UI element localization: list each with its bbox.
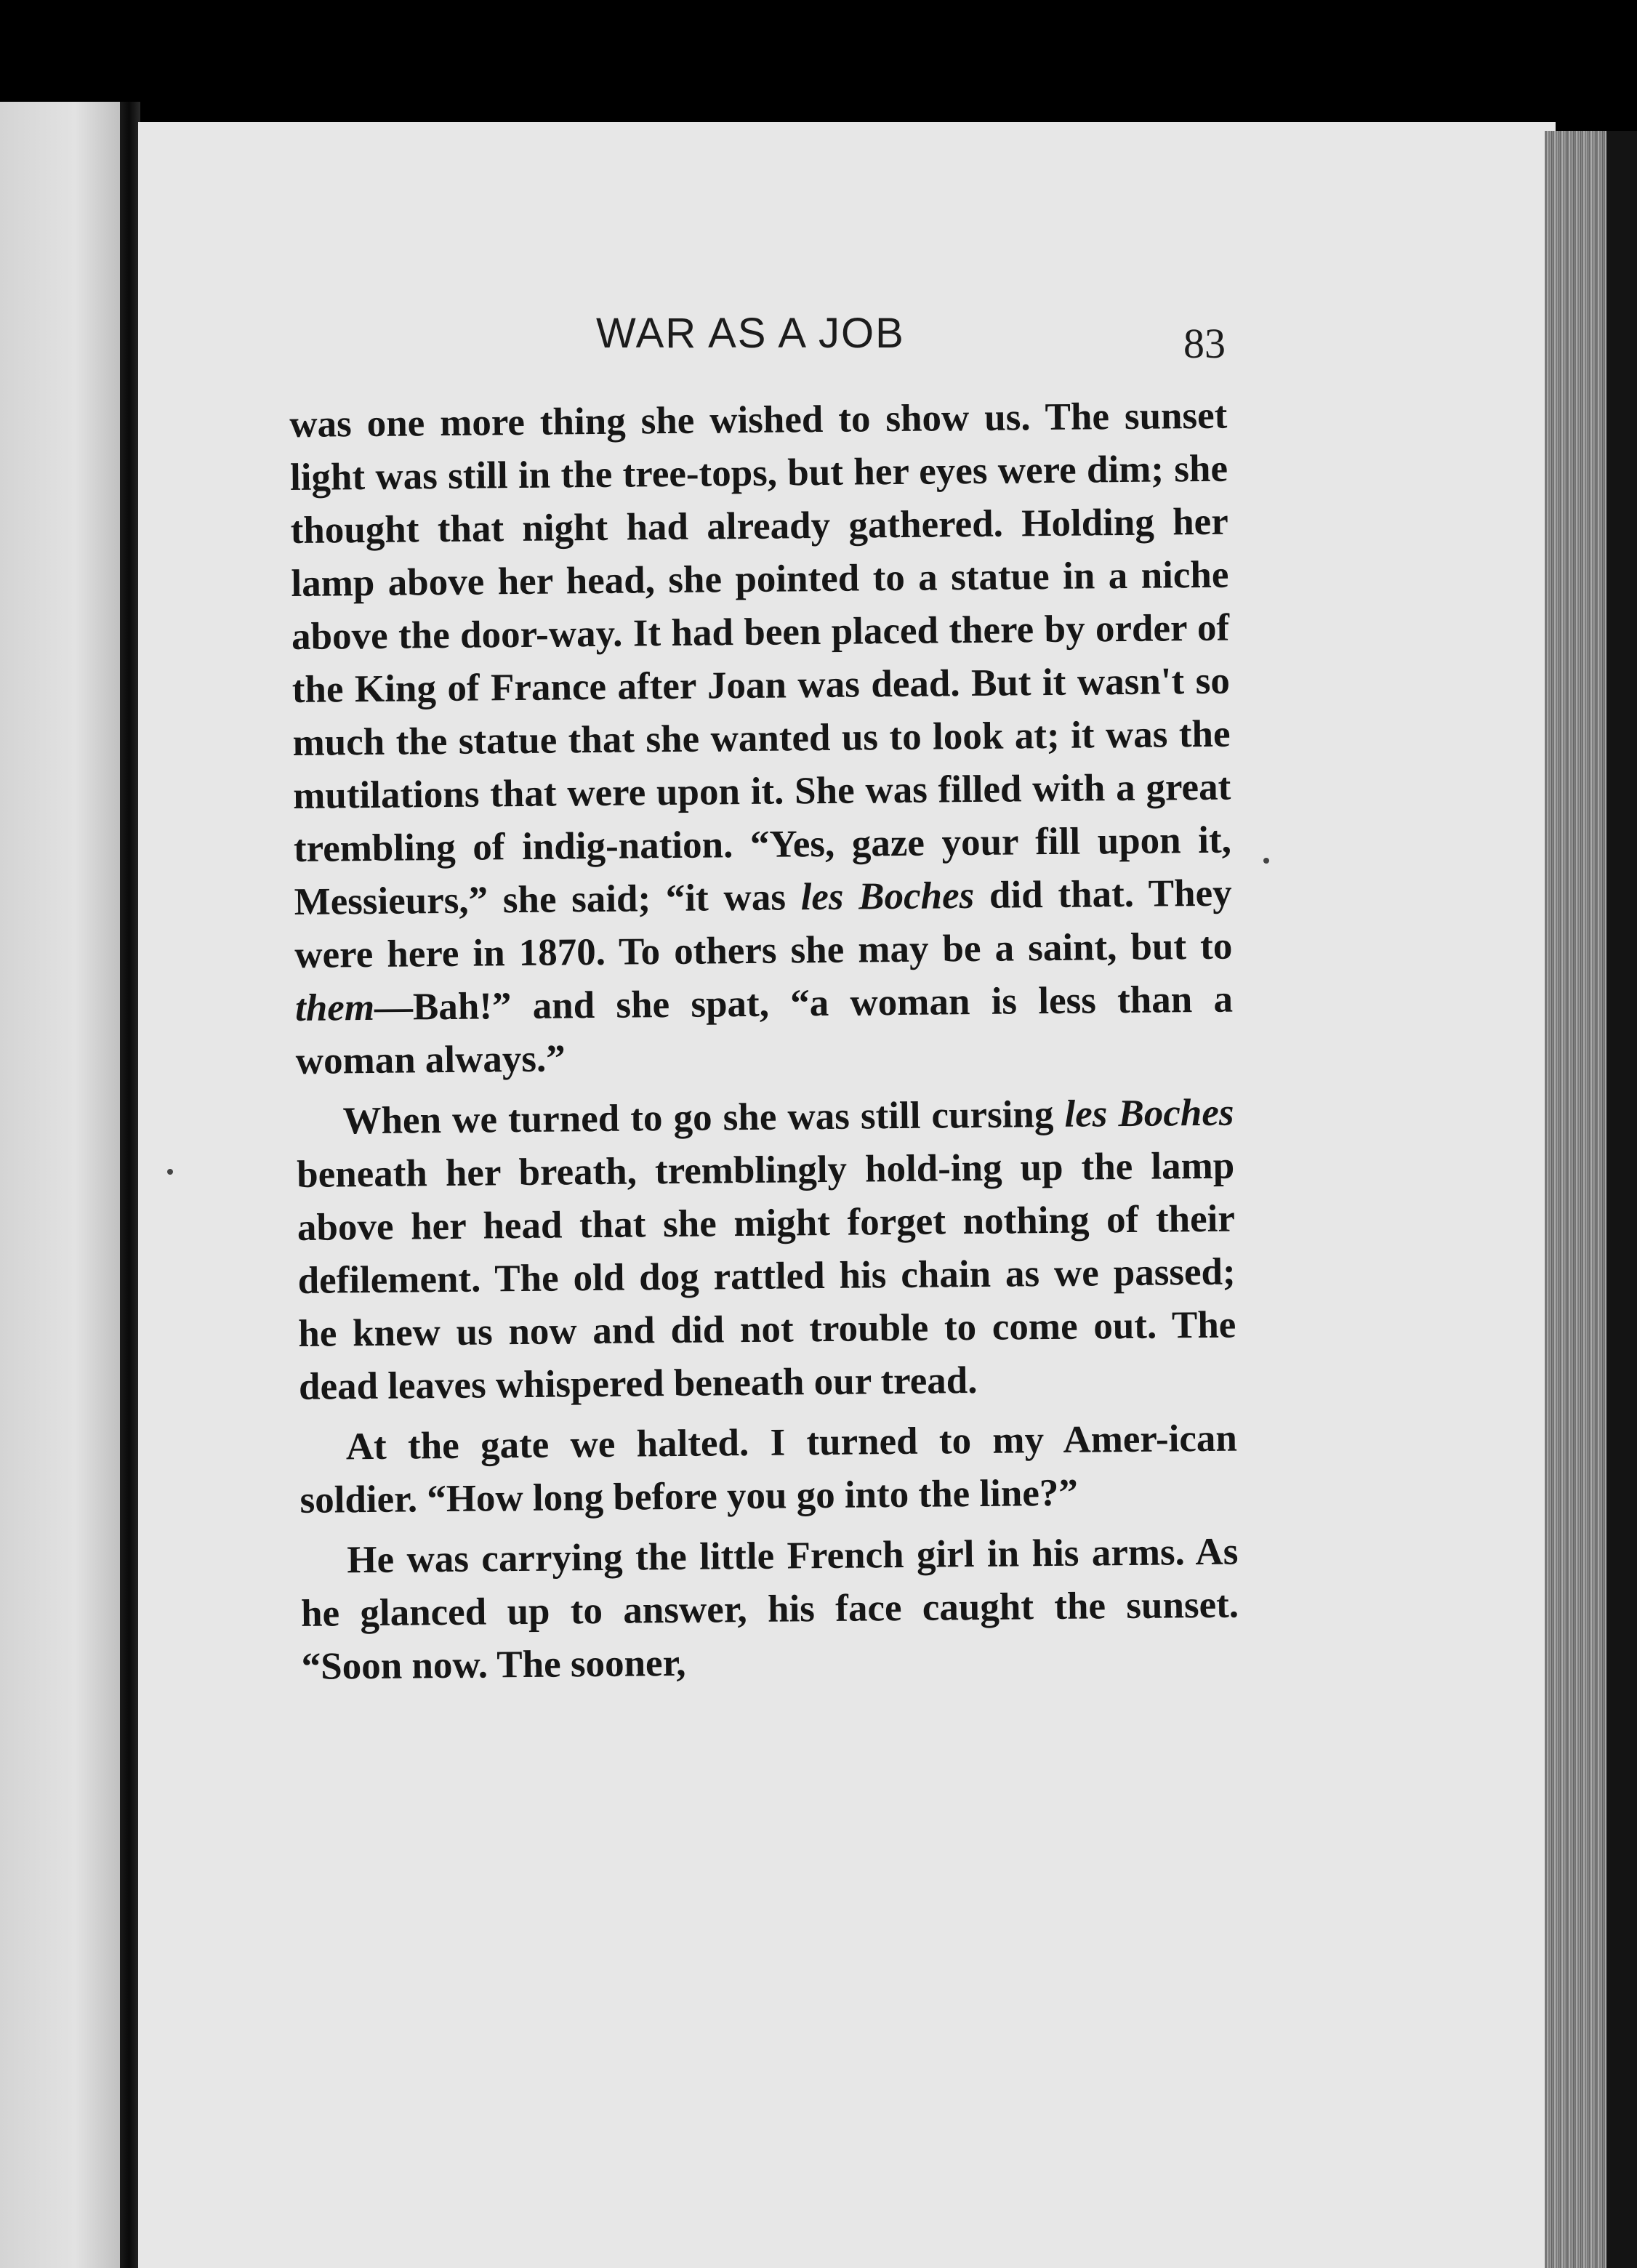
book-gutter — [120, 102, 140, 2268]
text-run: beneath her breath, tremblingly hold-ing up the lamp above her head that she might forget nothing of their defilement. The old dog rattled his chain as we passed; he knew us now and did not trouble to come out. The dead leaves whispered beneath our tread. — [296, 1144, 1236, 1408]
running-head: WAR AS A JOB — [596, 310, 905, 357]
italic-phrase: les Boches — [1064, 1091, 1234, 1135]
italic-phrase: les Boches — [800, 874, 975, 919]
print-speck — [1263, 858, 1269, 864]
page-number: 83 — [1183, 320, 1226, 367]
paragraph — [296, 1087, 1236, 1414]
italic-phrase: them — [294, 986, 375, 1029]
text-run: —Bah!” and she spat, “a woman is less than a woman always.” — [295, 978, 1234, 1082]
facing-page-edge — [0, 102, 125, 2268]
paragraph — [289, 390, 1234, 1088]
text-run: At the gate we halted. I turned to my Amer-ican soldier. “How long before you go into the line?” — [299, 1417, 1238, 1521]
paragraph — [300, 1526, 1239, 1694]
text-run: did that. They were here in 1870. To others she may be a saint, but to — [294, 872, 1233, 976]
page-header — [0, 309, 1637, 374]
body-text — [289, 390, 1239, 1701]
text-run: When we turned to go she was still cursing — [342, 1093, 1065, 1143]
paragraph — [299, 1412, 1238, 1527]
page-block-shadow — [1606, 131, 1637, 2268]
print-speck — [167, 1169, 173, 1175]
text-run: was one more thing she wished to show us. The sunset light was still in the tree-tops, but her eyes were dim; she thought that night had already gathered. Holding her lamp above her head, she pointed to a statue in a niche above the door-way. It had been placed there by order of the King of France after Joan was dead. But it wasn't so much the statue that she wanted us to look at; it was the mutilations that were upon it. She was filled with a great trembling of indig-nation. “Yes, gaze your fill upon it, Messieurs,” she said; “it was — [289, 394, 1232, 923]
text-run: He was carrying the little French girl in his arms. As he glanced up to answer, his face caught the sunset. “Soon now. The sooner, — [300, 1530, 1239, 1688]
